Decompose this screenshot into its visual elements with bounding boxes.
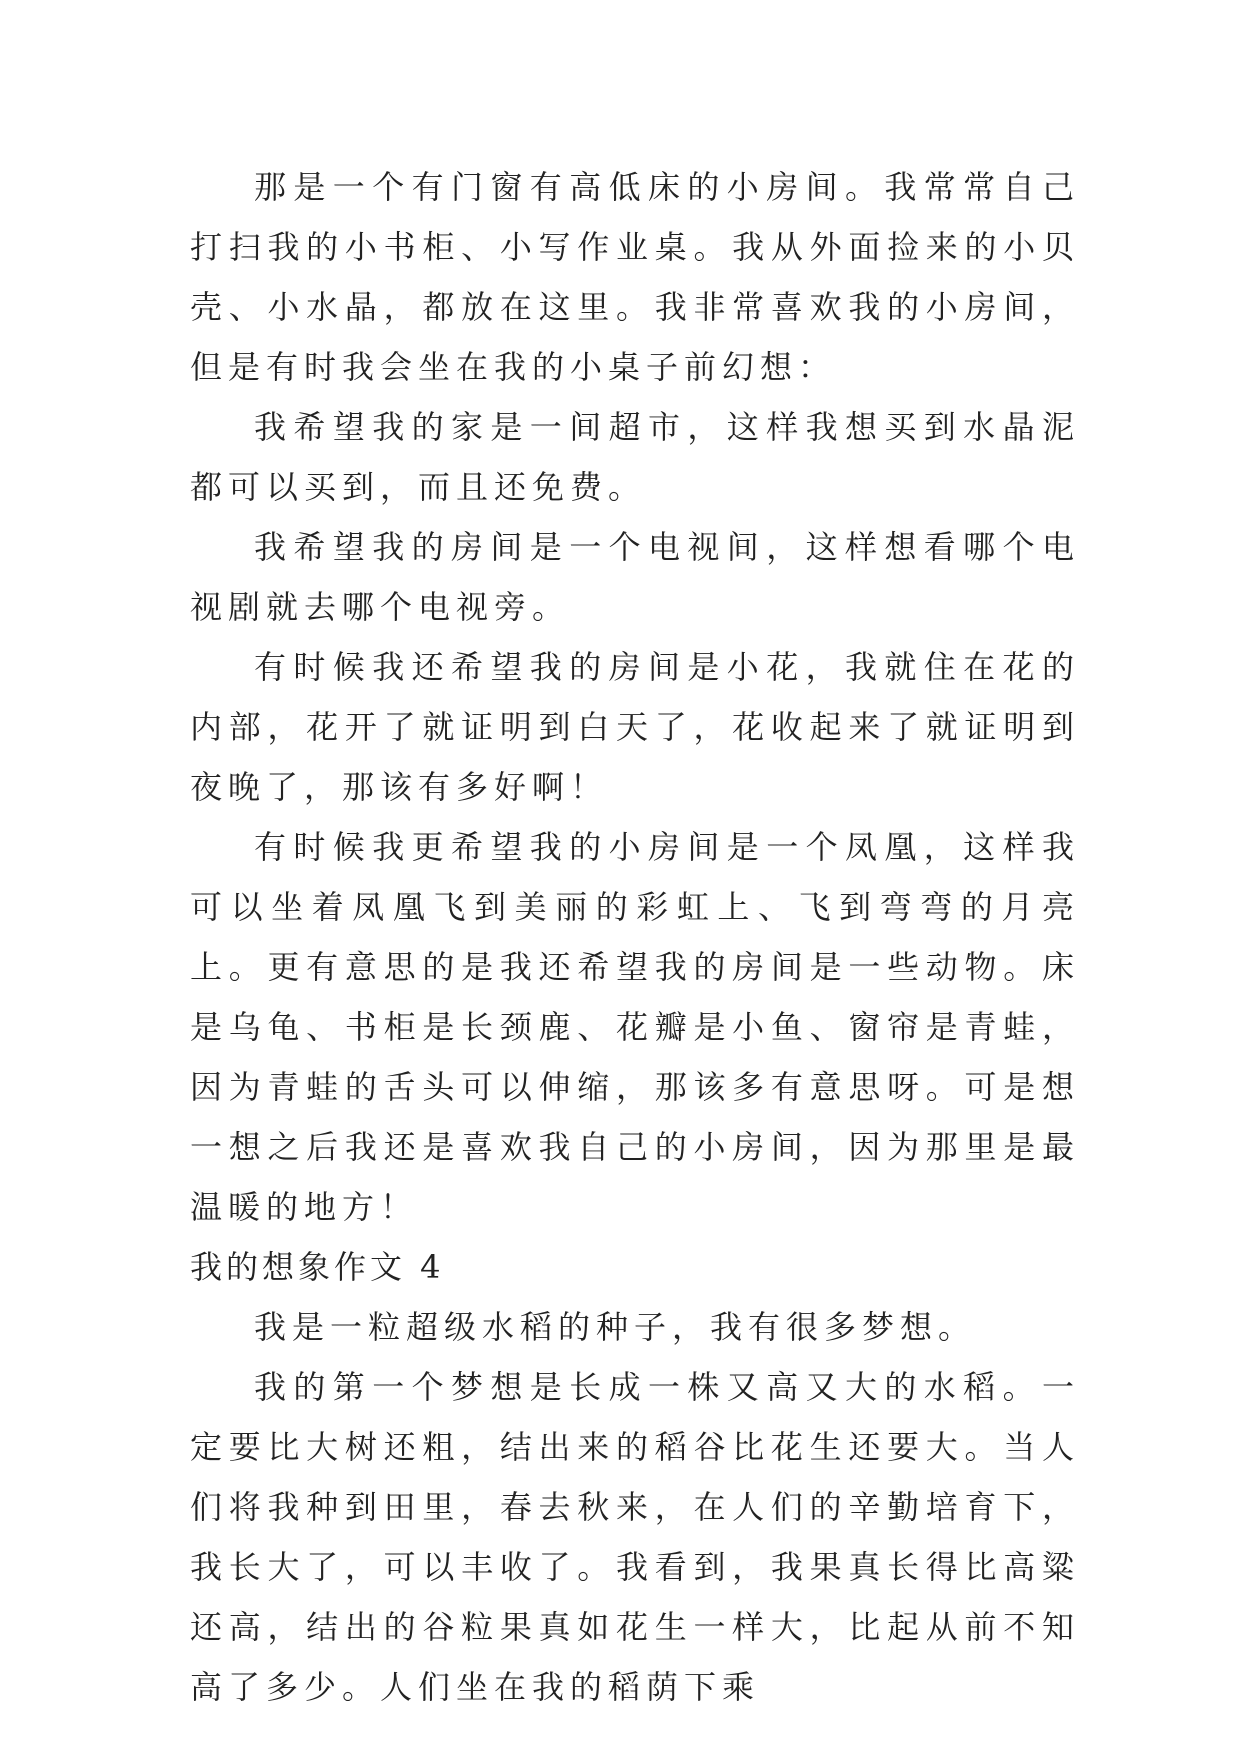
paragraph-phoenix-wish: 有时候我更希望我的小房间是一个凤凰，这样我可以坐着凤凰飞到美丽的彩虹上、飞到弯弯的月亮上。更有意思的是我还希望我的房间是一些动物。床是乌龟、书柜是长颈鹿、花瓣是小鱼、窗帘是青蛙，因为青蛙的舌头可以伸缩，那该多有意思呀。可是想一想之后我还是喜欢我自己的小房间，因为那里是最温暖的地方！: [190, 828, 1080, 1226]
paragraph-rice-seed-intro: 我是一粒超级水稻的种子，我有很多梦想。: [254, 1308, 977, 1346]
section-heading: 我的想象作文 4: [190, 1248, 445, 1286]
paragraph-room-description: 那是一个有门窗有高低床的小房间。我常常自己打扫我的小书柜、小写作业桌。我从外面捡来的小贝壳、小水晶，都放在这里。我非常喜欢我的小房间，但是有时我会坐在我的小桌子前幻想：: [190, 168, 1080, 386]
paragraph-tv-room-wish: 我希望我的房间是一个电视间，这样想看哪个电视剧就去哪个电视旁。: [190, 528, 1080, 626]
document-page: [190, 157, 1080, 1717]
paragraph-supermarket-wish: 我希望我的家是一间超市，这样我想买到水晶泥都可以买到，而且还免费。: [190, 408, 1080, 506]
paragraph-first-dream: 我的第一个梦想是长成一株又高又大的水稻。一定要比大树还粗，结出来的稻谷比花生还要大。当人们将我种到田里，春去秋来，在人们的辛勤培育下，我长大了，可以丰收了。我看到，我果真长得比高粱还高，结出的谷粒果真如花生一样大，比起从前不知高了多少。人们坐在我的稻荫下乘: [190, 1368, 1080, 1706]
paragraph-flower-wish: 有时候我还希望我的房间是小花，我就住在花的内部，花开了就证明到白天了，花收起来了就证明到夜晚了，那该有多好啊！: [190, 648, 1080, 806]
